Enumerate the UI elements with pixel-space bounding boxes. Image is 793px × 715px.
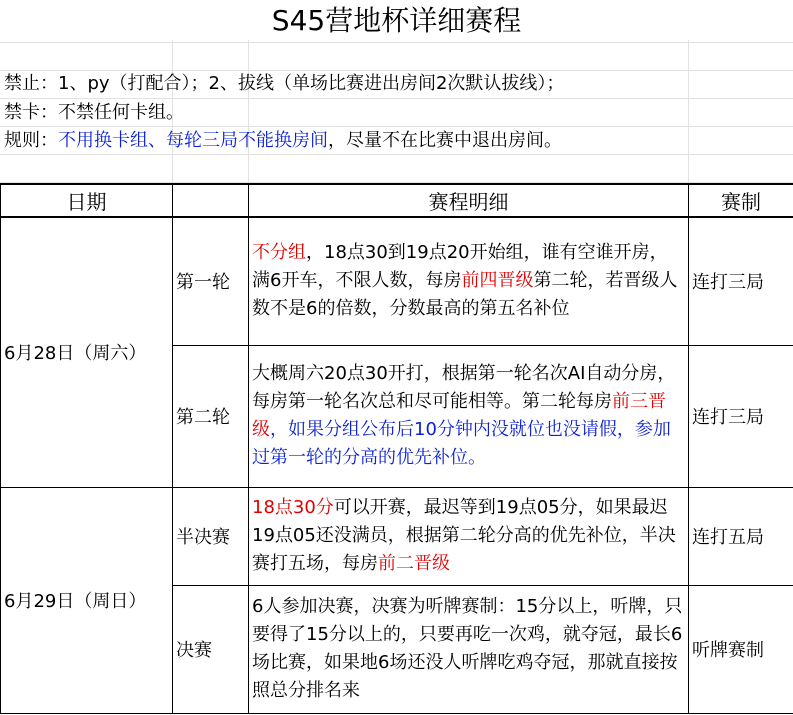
rule-label: 规则：	[4, 130, 58, 151]
card-text: 不禁任何卡组。	[58, 102, 184, 123]
rule-highlight: 不用换卡组、每轮三局不能换房间	[58, 130, 328, 151]
detail-segment: 6人参加决赛，决赛为听牌赛制：15分以上，听牌，只要得了15分以上的，只要再吃一次鸡，就夺冠，最长6场比赛，如果地6场还没人听牌吃鸡夺冠，那就直接按照总分排名来	[252, 596, 683, 701]
page-title: S45营地杯详细赛程	[0, 0, 793, 43]
detail-cell	[249, 345, 689, 487]
date-cell: 6月28日（周六）	[1, 217, 173, 487]
grid-row	[0, 154, 793, 183]
header-format: 赛制	[689, 184, 793, 217]
grid-col	[248, 40, 249, 183]
general-rule	[4, 128, 562, 154]
grid-col	[688, 40, 689, 183]
table-header-row	[1, 184, 793, 217]
table-row	[1, 217, 793, 345]
round-cell: 决赛	[173, 585, 249, 713]
format-cell: 听牌赛制	[689, 585, 793, 713]
detail-segment: 第二轮，若晋级人数不是6的倍数，分数最高的第五名补位	[252, 270, 678, 320]
detail-segment: 大概周六20点30开打，根据第一轮名次AI自动分房，每房第一轮名次总和尽可能相等。第二轮每房	[252, 363, 676, 412]
card-label: 禁卡：	[4, 102, 58, 123]
round-cell: 半决赛	[173, 487, 249, 585]
format-cell: 连打三局	[689, 217, 793, 345]
detail-segment: 18点30分	[252, 497, 334, 518]
header-round	[173, 184, 249, 217]
round-cell: 第二轮	[173, 345, 249, 487]
header-date: 日期	[1, 184, 173, 217]
format-cell: 连打五局	[689, 487, 793, 585]
rule-rest: ，尽量不在比赛中退出房间。	[328, 130, 562, 151]
detail-segment: 前四晋级	[461, 270, 534, 292]
table-row	[1, 487, 793, 585]
detail-segment: 可以开赛，最迟等到19点05分，如果最迟19点05还没满员，根据第二轮分高的优先补位，半决赛打五场，每房	[252, 497, 676, 574]
ban-text: 1、py（打配合）；2、拔线（单场比赛进出房间2次默认拔线）；	[58, 73, 565, 94]
round-cell: 第一轮	[173, 217, 249, 345]
detail-segment: 前二晋级	[378, 553, 450, 574]
schedule-table	[0, 183, 793, 714]
card-rule	[4, 100, 184, 126]
detail-cell	[249, 585, 689, 713]
ban-rule	[4, 71, 564, 97]
date-cell: 6月29日（周日）	[1, 487, 173, 713]
detail-segment: 不分组	[252, 242, 306, 264]
detail-segment: ，18点30到19点20开始组，谁有空谁开房，满6开车，不限人数，每房	[252, 242, 668, 292]
ban-label: 禁止：	[4, 73, 58, 94]
detail-segment: ，如果分组公布后10分钟内没就位也没请假，参加过第一轮的分高的优先补位。	[252, 419, 671, 468]
header-detail: 赛程明细	[249, 184, 689, 217]
format-cell: 连打三局	[689, 345, 793, 487]
detail-cell	[249, 487, 689, 585]
detail-segment: 前三晋级	[252, 391, 666, 440]
grid-row	[0, 42, 793, 71]
detail-cell	[249, 217, 689, 345]
